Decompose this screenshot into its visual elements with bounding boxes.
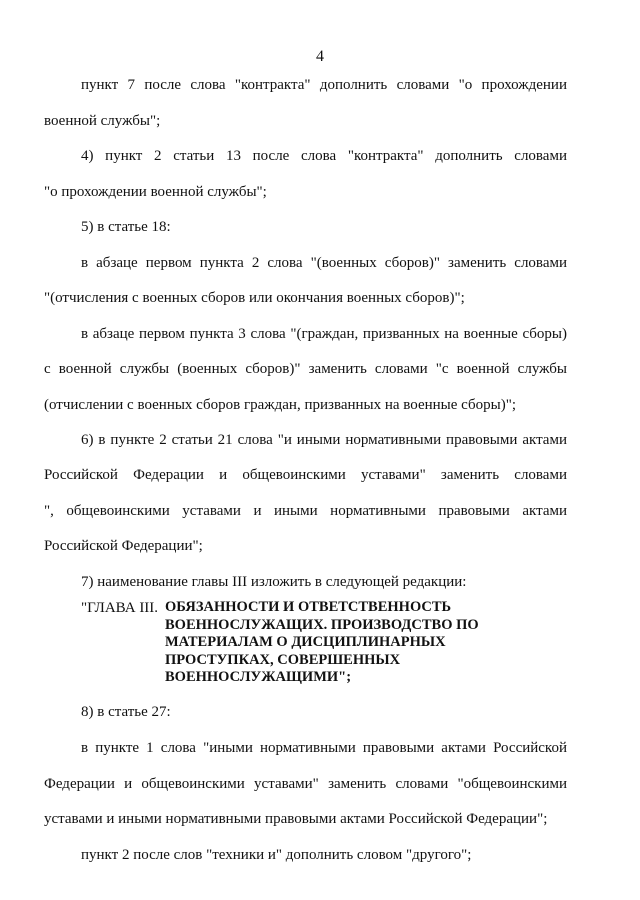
chapter-heading-line: ВОЕННОСЛУЖАЩИХ. ПРОИЗВОДСТВО ПО xyxy=(165,616,479,633)
text-line: 8) в статье 27: xyxy=(81,704,171,720)
chapter-heading-line: ОБЯЗАННОСТИ И ОТВЕТСТВЕННОСТЬ xyxy=(165,599,452,615)
text-line: военной службы"; xyxy=(44,113,161,129)
text-line: (отчислении с военных сборов граждан, призванных на военные сборы)"; xyxy=(44,397,517,413)
text-line: с военной службы (военных сборов)" заменить словами "с военной службы xyxy=(44,361,567,377)
chapter-heading xyxy=(165,599,485,687)
text-line: 5) в статье 18: xyxy=(81,219,171,235)
text-line: Федерации и общевоинскими уставами" заменить словами "общевоинскими xyxy=(44,776,567,792)
text-line: 6) в пункте 2 статьи 21 слова "и иными нормативными правовыми актами xyxy=(81,432,567,448)
text-line: пункт 7 после слова "контракта" дополнить словами "о прохождении xyxy=(81,77,567,93)
text-line: Российской Федерации"; xyxy=(44,538,203,554)
text-line: "о прохождении военной службы"; xyxy=(44,184,267,200)
chapter-heading-prefix: "ГЛАВА III. xyxy=(81,600,159,616)
text-line: Российской Федерации и общевоинскими уставами" заменить словами xyxy=(44,467,567,483)
text-line: 7) наименование главы III изложить в следующей редакции: xyxy=(81,574,467,590)
chapter-heading-line: МАТЕРИАЛАМ О ДИСЦИПЛИНАРНЫХ xyxy=(165,634,446,650)
chapter-heading-line: ПРОСТУПКАХ, СОВЕРШЕННЫХ xyxy=(165,651,401,668)
text-line: пункт 2 после слов "техники и" дополнить словом "другого"; xyxy=(81,847,472,863)
text-line: "(отчисления с военных сборов или окончания военных сборов)"; xyxy=(44,290,465,306)
text-line: уставами и иными нормативными правовыми актами Российской Федерации"; xyxy=(44,811,548,827)
page-number: 4 xyxy=(316,48,324,65)
text-line: в абзаце первом пункта 3 слова "(граждан, призванных на военные сборы) xyxy=(81,326,567,342)
chapter-heading-line: ВОЕННОСЛУЖАЩИМИ"; xyxy=(165,669,352,685)
text-line: в пункте 1 слова "иными нормативными правовыми актами Российской xyxy=(81,740,567,756)
text-line: ", общевоинскими уставами и иными нормативными правовыми актами xyxy=(44,503,567,519)
text-line: 4) пункт 2 статьи 13 после слова "контракта" дополнить словами xyxy=(81,148,567,164)
text-line: в абзаце первом пункта 2 слова "(военных сборов)" заменить словами xyxy=(81,255,567,271)
